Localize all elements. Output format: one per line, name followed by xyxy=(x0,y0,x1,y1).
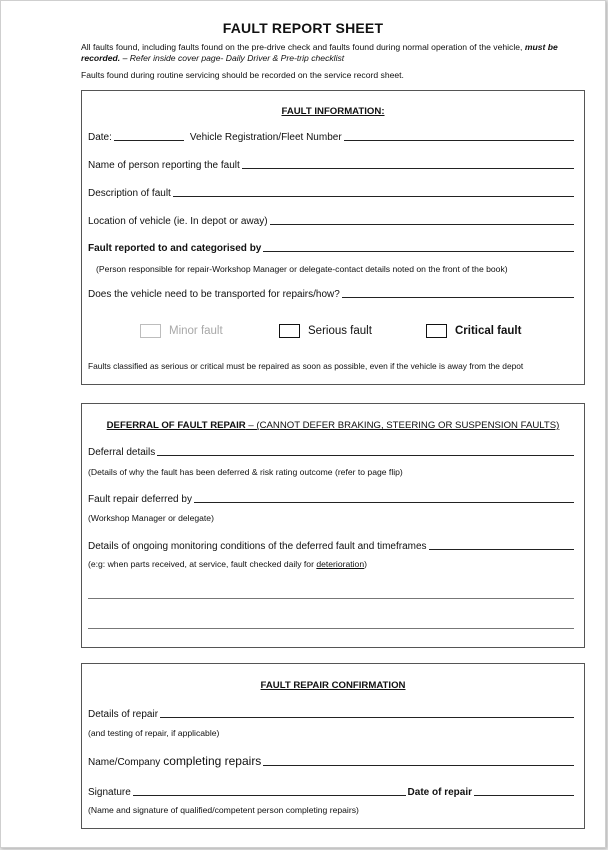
signature-label: Signature xyxy=(88,787,131,798)
repair-details-note: (and testing of repair, if applicable) xyxy=(88,728,220,738)
signature-note: (Name and signature of qualified/competent person completing repairs) xyxy=(88,805,359,815)
categorised-note: (Person responsible for repair-Workshop Manager or delegate-contact details noted on the front of the book) xyxy=(96,264,508,274)
company-label-b: completing repairs xyxy=(163,754,262,768)
date-vehicle-row xyxy=(88,132,574,143)
deferral-details-label: Deferral details xyxy=(88,447,156,458)
intro-emphasis: must be recorded. xyxy=(81,42,558,63)
repair-details-field[interactable] xyxy=(160,717,574,718)
categorised-label: Fault reported to and categorised by xyxy=(88,243,262,254)
date-of-repair-label: Date of repair xyxy=(407,787,472,798)
transport-row xyxy=(88,289,574,300)
deferred-by-label: Fault repair deferred by xyxy=(88,494,192,505)
deferred-by-field[interactable] xyxy=(194,502,574,503)
signature-field[interactable] xyxy=(133,795,406,796)
monitoring-extra-line-2[interactable] xyxy=(88,628,574,629)
critical-fault-label: Critical fault xyxy=(455,325,522,337)
company-label-a: Name/Company xyxy=(88,757,161,768)
monitoring-note-word: deterioration xyxy=(316,559,365,569)
monitoring-field[interactable] xyxy=(429,549,574,550)
transport-label: Does the vehicle need to be transported for repairs/how? xyxy=(88,289,340,300)
date-field[interactable] xyxy=(114,140,184,141)
fault-information-section xyxy=(81,90,585,385)
monitoring-row xyxy=(88,541,574,552)
repair-confirmation-section xyxy=(81,663,585,829)
categorised-field[interactable] xyxy=(263,251,574,252)
description-row xyxy=(88,188,574,199)
repair-details-row xyxy=(88,709,574,720)
deferral-heading-main: DEFERRAL OF FAULT REPAIR xyxy=(106,420,246,431)
minor-fault-checkbox[interactable] xyxy=(140,324,223,338)
categorised-row xyxy=(88,243,574,254)
transport-field[interactable] xyxy=(342,297,574,298)
deferral-details-row xyxy=(88,447,574,458)
fault-information-heading: FAULT INFORMATION: xyxy=(281,106,385,117)
severity-note: Faults classified as serious or critical must be repaired as soon as possible, even if the vehicle is away from the depot xyxy=(88,361,524,371)
company-field[interactable] xyxy=(263,765,574,766)
vehicle-registration-label: Vehicle Registration/Fleet Number xyxy=(189,132,342,143)
location-field[interactable] xyxy=(270,224,574,225)
reporter-field[interactable] xyxy=(242,168,574,169)
intro-line1: All faults found, including faults found on the pre-drive check and faults found during normal operation of the vehicle, xyxy=(81,42,523,52)
repair-details-label: Details of repair xyxy=(88,709,159,720)
deferral-section xyxy=(81,403,585,648)
company-row xyxy=(88,754,574,768)
vehicle-registration-field[interactable] xyxy=(344,140,574,141)
page-title: FAULT REPORT SHEET xyxy=(222,20,384,36)
deferral-details-field[interactable] xyxy=(157,455,574,456)
intro-text xyxy=(81,42,571,64)
serious-fault-label: Serious fault xyxy=(308,325,372,337)
deferred-by-row xyxy=(88,494,574,505)
minor-fault-label: Minor fault xyxy=(169,325,223,337)
minor-checkbox-square xyxy=(140,324,161,338)
monitoring-note-prefix: (e:g: when parts received, at service, fault checked daily for xyxy=(88,559,317,569)
monitoring-note xyxy=(88,559,578,569)
critical-fault-checkbox[interactable] xyxy=(426,324,521,338)
deferral-details-note: (Details of why the fault has been deferred & risk rating outcome (refer to page flip) xyxy=(88,467,403,477)
deferral-heading-rest: – (CANNOT DEFER BRAKING, STEERING OR SUSPENSION FAULTS) xyxy=(245,420,560,431)
monitoring-note-suffix: ) xyxy=(364,559,367,569)
reporter-row xyxy=(88,160,574,171)
date-of-repair-field[interactable] xyxy=(474,795,574,796)
fault-category-options xyxy=(140,324,544,342)
deferral-heading xyxy=(82,420,584,431)
repair-confirmation-heading: FAULT REPAIR CONFIRMATION xyxy=(260,680,406,691)
date-label: Date: xyxy=(88,132,112,143)
description-label: Description of fault xyxy=(88,188,171,199)
critical-checkbox-square xyxy=(426,324,447,338)
location-row xyxy=(88,216,574,227)
location-label: Location of vehicle (ie. In depot or away) xyxy=(88,216,268,227)
serious-checkbox-square xyxy=(279,324,300,338)
signature-row xyxy=(88,787,574,798)
deferred-by-note: (Workshop Manager or delegate) xyxy=(88,513,214,523)
monitoring-extra-line-1[interactable] xyxy=(88,598,574,599)
intro-servicing-note: Faults found during routine servicing should be recorded on the service record sheet. xyxy=(81,70,404,80)
description-field[interactable] xyxy=(173,196,574,197)
monitoring-label: Details of ongoing monitoring conditions of the deferred fault and timeframes xyxy=(88,541,427,552)
reporter-label: Name of person reporting the fault xyxy=(88,160,240,171)
serious-fault-checkbox[interactable] xyxy=(279,324,372,338)
intro-italic-note: – Refer inside cover page- Daily Driver & Pre-trip checklist xyxy=(122,53,345,63)
